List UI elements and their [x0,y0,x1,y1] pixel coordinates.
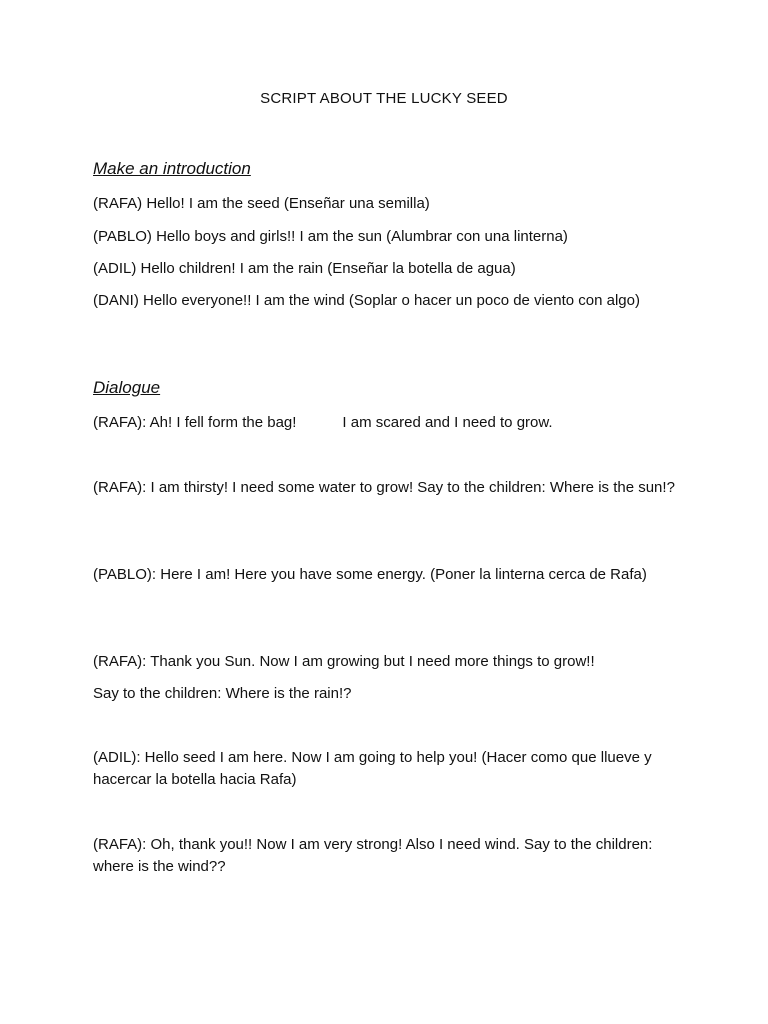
dialogue-line-5: Say to the children: Where is the rain!? [93,685,352,702]
dialogue-line-1 [93,412,683,434]
intro-line-adil: (ADIL) Hello children! I am the rain (Enseñar la botella de agua) [93,260,516,277]
intro-line-dani: (DANI) Hello everyone!! I am the wind (Soplar o hacer un poco de viento con algo) [93,292,640,309]
dialogue-line-3: (PABLO): Here I am! Here you have some energy. (Poner la linterna cerca de Rafa) [93,566,647,583]
intro-line-pablo: (PABLO) Hello boys and girls!! I am the sun (Alumbrar con una linterna) [93,228,568,245]
dialogue-heading: Dialogue [93,378,161,397]
dialogue-line-1-part-1: (RAFA): Ah! I fell form the bag! [93,414,297,431]
intro-line-rafa: (RAFA) Hello! I am the seed (Enseñar una semilla) [93,195,430,212]
dialogue-line-4: (RAFA): Thank you Sun. Now I am growing but I need more things to grow!! [93,653,595,670]
document-title: SCRIPT ABOUT THE LUCKY SEED [260,90,508,107]
introduction-heading: Make an introduction [93,159,251,178]
dialogue-line-2: (RAFA): I am thirsty! I need some water to grow! Say to the children: Where is the sun!? [93,479,675,496]
dialogue-line-7: (RAFA): Oh, thank you!! Now I am very strong! Also I need wind. Say to the children: where is the wind?? [93,836,653,875]
dialogue-line-1-part-2: I am scared and I need to grow. [342,414,553,431]
dialogue-line-6: (ADIL): Hello seed I am here. Now I am going to help you! (Hacer como que llueve y hacercar la botella hacia Rafa) [93,749,652,788]
